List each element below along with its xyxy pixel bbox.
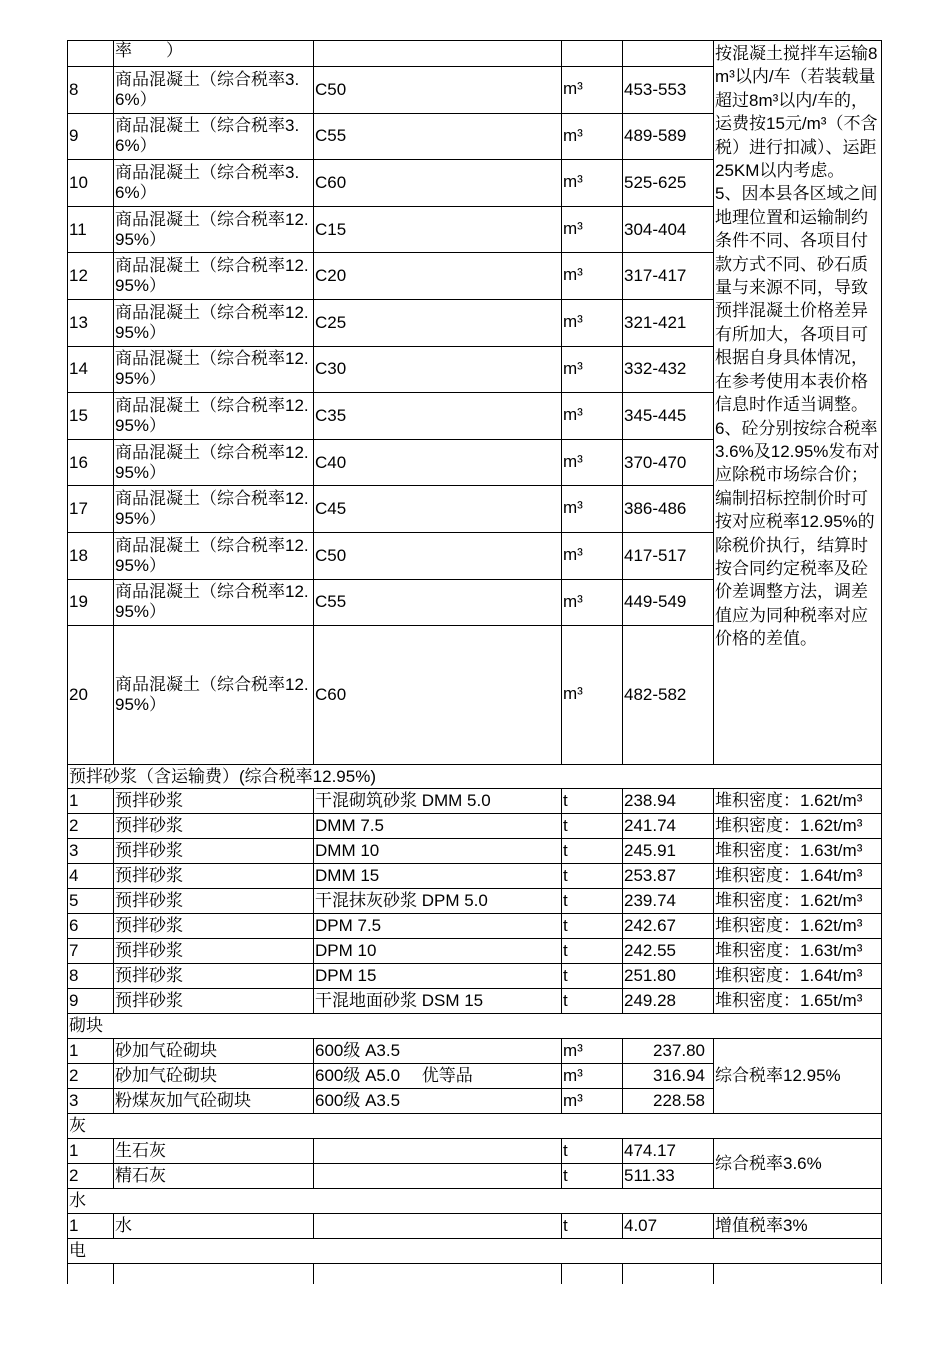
item-number: 1	[68, 1039, 114, 1064]
item-number: 6	[68, 914, 114, 939]
item-price: 321-421	[623, 299, 714, 346]
item-price: 253.87	[623, 864, 714, 889]
item-number: 3	[68, 1089, 114, 1114]
section-title: 水	[68, 1189, 882, 1214]
item-price: 489-589	[623, 113, 714, 160]
table-row	[68, 1139, 882, 1164]
density-note: 堆积密度：1.65t/m³	[714, 989, 882, 1014]
item-spec	[314, 1214, 562, 1239]
item-name: 预拌砂浆	[114, 864, 314, 889]
item-price: 317-417	[623, 253, 714, 300]
item-unit: m³	[562, 346, 623, 393]
item-spec: C20	[314, 253, 562, 300]
item-spec: 干混地面砂浆 DSM 15	[314, 989, 562, 1014]
item-number: 2	[68, 1064, 114, 1089]
item-price: 249.28	[623, 989, 714, 1014]
item-price: 525-625	[623, 160, 714, 207]
section-title: 砌块	[68, 1014, 882, 1039]
item-name: 商品混凝土（综合税率12.95%）	[114, 206, 314, 253]
empty-cell	[562, 1264, 623, 1284]
item-spec: C60	[314, 626, 562, 765]
item-number: 8	[68, 964, 114, 989]
item-number: 9	[68, 113, 114, 160]
item-name: 水	[114, 1214, 314, 1239]
section-title: 灰	[68, 1114, 882, 1139]
table-row	[68, 41, 882, 67]
item-spec: DMM 7.5	[314, 814, 562, 839]
item-unit: m³	[562, 67, 623, 114]
density-note: 堆积密度：1.62t/m³	[714, 814, 882, 839]
item-spec: C15	[314, 206, 562, 253]
density-note: 堆积密度：1.63t/m³	[714, 939, 882, 964]
item-name: 商品混凝土（综合税率12.95%）	[114, 439, 314, 486]
item-name: 商品混凝土（综合税率12.95%）	[114, 253, 314, 300]
density-note: 堆积密度：1.62t/m³	[714, 889, 882, 914]
item-unit: m³	[562, 393, 623, 440]
item-name: 商品混凝土（综合税率12.95%）	[114, 579, 314, 626]
item-spec	[314, 1139, 562, 1164]
item-number: 1	[68, 1139, 114, 1164]
item-name: 精石灰	[114, 1164, 314, 1189]
table-row	[68, 814, 882, 839]
table-row	[68, 765, 882, 789]
item-number: 18	[68, 532, 114, 579]
item-price: 474.17	[623, 1139, 714, 1164]
item-spec: C50	[314, 532, 562, 579]
item-unit: t	[562, 839, 623, 864]
item-price: 511.33	[623, 1164, 714, 1189]
section-title: 电	[68, 1239, 882, 1264]
item-spec: C45	[314, 486, 562, 533]
item-price: 228.58	[623, 1089, 714, 1114]
item-name: 预拌砂浆	[114, 914, 314, 939]
item-number: 16	[68, 439, 114, 486]
item-spec: DPM 10	[314, 939, 562, 964]
item-price: 370-470	[623, 439, 714, 486]
item-spec: 干混抹灰砂浆 DPM 5.0	[314, 889, 562, 914]
item-unit: t	[562, 914, 623, 939]
item-price: 241.74	[623, 814, 714, 839]
table-row	[68, 789, 882, 814]
empty-cell	[714, 1264, 882, 1284]
item-unit: m³	[562, 206, 623, 253]
item-unit: m³	[562, 626, 623, 765]
item-unit: m³	[562, 299, 623, 346]
table-row	[68, 864, 882, 889]
item-name: 粉煤灰加气砼砌块	[114, 1089, 314, 1114]
empty-cell	[314, 1264, 562, 1284]
item-name: 商品混凝土（综合税率12.95%）	[114, 532, 314, 579]
item-name: 砂加气砼砌块	[114, 1064, 314, 1089]
item-unit: t	[562, 814, 623, 839]
item-name: 预拌砂浆	[114, 839, 314, 864]
tax-note: 综合税率12.95%	[714, 1039, 882, 1114]
item-number: 5	[68, 889, 114, 914]
item-name: 商品混凝土（综合税率3.6%）	[114, 160, 314, 207]
item-number: 20	[68, 626, 114, 765]
item-unit: m³	[562, 253, 623, 300]
item-spec: C35	[314, 393, 562, 440]
density-note: 堆积密度：1.62t/m³	[714, 789, 882, 814]
item-unit: t	[562, 989, 623, 1014]
item-spec: 600级 A3.5	[314, 1039, 562, 1064]
table-row	[68, 1039, 882, 1064]
item-unit: m³	[562, 113, 623, 160]
item-price: 453-553	[623, 67, 714, 114]
item-number: 2	[68, 814, 114, 839]
item-name: 商品混凝土（综合税率3.6%）	[114, 113, 314, 160]
item-unit: m³	[562, 486, 623, 533]
item-name: 商品混凝土（综合税率12.95%）	[114, 626, 314, 765]
empty-cell	[623, 1264, 714, 1284]
tax-note: 综合税率3.6%	[714, 1139, 882, 1189]
item-unit: m³	[562, 160, 623, 207]
item-number: 7	[68, 939, 114, 964]
item-number: 15	[68, 393, 114, 440]
item-price: 238.94	[623, 789, 714, 814]
tax-note: 增值税率3%	[714, 1214, 882, 1239]
name-cell: 率 ）	[114, 41, 314, 67]
item-number: 10	[68, 160, 114, 207]
item-name: 商品混凝土（综合税率12.95%）	[114, 346, 314, 393]
item-spec: C55	[314, 579, 562, 626]
item-spec: C60	[314, 160, 562, 207]
empty-cell	[114, 1264, 314, 1284]
item-name: 预拌砂浆	[114, 889, 314, 914]
item-price: 242.55	[623, 939, 714, 964]
table-row	[68, 1264, 882, 1284]
item-price: 251.80	[623, 964, 714, 989]
item-unit: t	[562, 1214, 623, 1239]
item-unit: t	[562, 964, 623, 989]
item-spec: C30	[314, 346, 562, 393]
table-row	[68, 914, 882, 939]
empty-cell	[68, 1264, 114, 1284]
item-spec: C55	[314, 113, 562, 160]
item-spec	[314, 1164, 562, 1189]
table-row	[68, 1114, 882, 1139]
table-row	[68, 1014, 882, 1039]
table-row	[68, 1214, 882, 1239]
item-unit: t	[562, 889, 623, 914]
item-number: 9	[68, 989, 114, 1014]
item-number: 8	[68, 67, 114, 114]
item-name: 商品混凝土（综合税率12.95%）	[114, 299, 314, 346]
item-number: 4	[68, 864, 114, 889]
item-unit: m³	[562, 1089, 623, 1114]
item-number: 11	[68, 206, 114, 253]
item-spec: C25	[314, 299, 562, 346]
price-table	[67, 40, 882, 1284]
section-title: 预拌砂浆（含运输费）(综合税率12.95%)	[68, 765, 882, 789]
item-unit: t	[562, 789, 623, 814]
table-row	[68, 1239, 882, 1264]
item-number: 3	[68, 839, 114, 864]
density-note: 堆积密度：1.63t/m³	[714, 839, 882, 864]
item-spec: 干混砌筑砂浆 DMM 5.0	[314, 789, 562, 814]
item-price: 345-445	[623, 393, 714, 440]
item-price: 332-432	[623, 346, 714, 393]
item-spec: C40	[314, 439, 562, 486]
density-note: 堆积密度：1.62t/m³	[714, 914, 882, 939]
item-price: 239.74	[623, 889, 714, 914]
item-name: 商品混凝土（综合税率12.95%）	[114, 486, 314, 533]
item-price: 237.80	[623, 1039, 714, 1064]
item-price: 242.67	[623, 914, 714, 939]
item-name: 预拌砂浆	[114, 814, 314, 839]
item-unit: t	[562, 864, 623, 889]
item-number: 1	[68, 789, 114, 814]
item-price: 316.94	[623, 1064, 714, 1089]
item-name: 预拌砂浆	[114, 964, 314, 989]
table-row	[68, 939, 882, 964]
item-unit: m³	[562, 532, 623, 579]
item-spec: 600级 A3.5	[314, 1089, 562, 1114]
item-price: 449-549	[623, 579, 714, 626]
concrete-note: 按混凝土搅拌车运输8m³以内/车（若装载量超过8m³以内/车的，运费按15元/m³（不含税）进行扣减）、运距25KM以内考虑。 5、因本县各区域之间地理位置和运输制约条件不同、各项目付款方式不同、砂石质量与来源不同，导致预拌混凝土价格差异有所加大，各项目可根据自身具体情况，在参考使用本表价格信息时作适当调整。 6、砼分别按综合税率3.6%及12.95%发布对应除税市场综合价；编制招标控制价时可按对应税率12.95%的除税价执行，结算时按合同约定税率及砼价差调整方法，调差值应为同种税率对应价格的差值。	[714, 41, 882, 765]
item-price: 245.91	[623, 839, 714, 864]
item-price: 4.07	[623, 1214, 714, 1239]
table-row	[68, 889, 882, 914]
item-spec: DPM 7.5	[314, 914, 562, 939]
item-spec: C50	[314, 67, 562, 114]
item-number: 19	[68, 579, 114, 626]
item-unit: m³	[562, 1039, 623, 1064]
item-name: 商品混凝土（综合税率12.95%）	[114, 393, 314, 440]
item-name: 预拌砂浆	[114, 989, 314, 1014]
item-unit: t	[562, 1139, 623, 1164]
item-unit: t	[562, 939, 623, 964]
item-price: 482-582	[623, 626, 714, 765]
table-row	[68, 1189, 882, 1214]
item-number: 17	[68, 486, 114, 533]
item-spec: DMM 15	[314, 864, 562, 889]
item-name: 预拌砂浆	[114, 789, 314, 814]
item-price: 304-404	[623, 206, 714, 253]
item-name: 商品混凝土（综合税率3.6%）	[114, 67, 314, 114]
item-name: 生石灰	[114, 1139, 314, 1164]
item-price: 386-486	[623, 486, 714, 533]
item-spec: 600级 A5.0 优等品	[314, 1064, 562, 1089]
item-number: 13	[68, 299, 114, 346]
item-number: 1	[68, 1214, 114, 1239]
density-note: 堆积密度：1.64t/m³	[714, 864, 882, 889]
item-number: 2	[68, 1164, 114, 1189]
item-unit: m³	[562, 579, 623, 626]
item-number: 12	[68, 253, 114, 300]
table-row	[68, 839, 882, 864]
item-unit: m³	[562, 1064, 623, 1089]
item-unit: t	[562, 1164, 623, 1189]
item-name: 砂加气砼砌块	[114, 1039, 314, 1064]
item-number: 14	[68, 346, 114, 393]
item-unit: m³	[562, 439, 623, 486]
table-row	[68, 964, 882, 989]
item-price: 417-517	[623, 532, 714, 579]
item-spec: DPM 15	[314, 964, 562, 989]
density-note: 堆积密度：1.64t/m³	[714, 964, 882, 989]
table-row	[68, 989, 882, 1014]
item-spec: DMM 10	[314, 839, 562, 864]
item-name: 预拌砂浆	[114, 939, 314, 964]
